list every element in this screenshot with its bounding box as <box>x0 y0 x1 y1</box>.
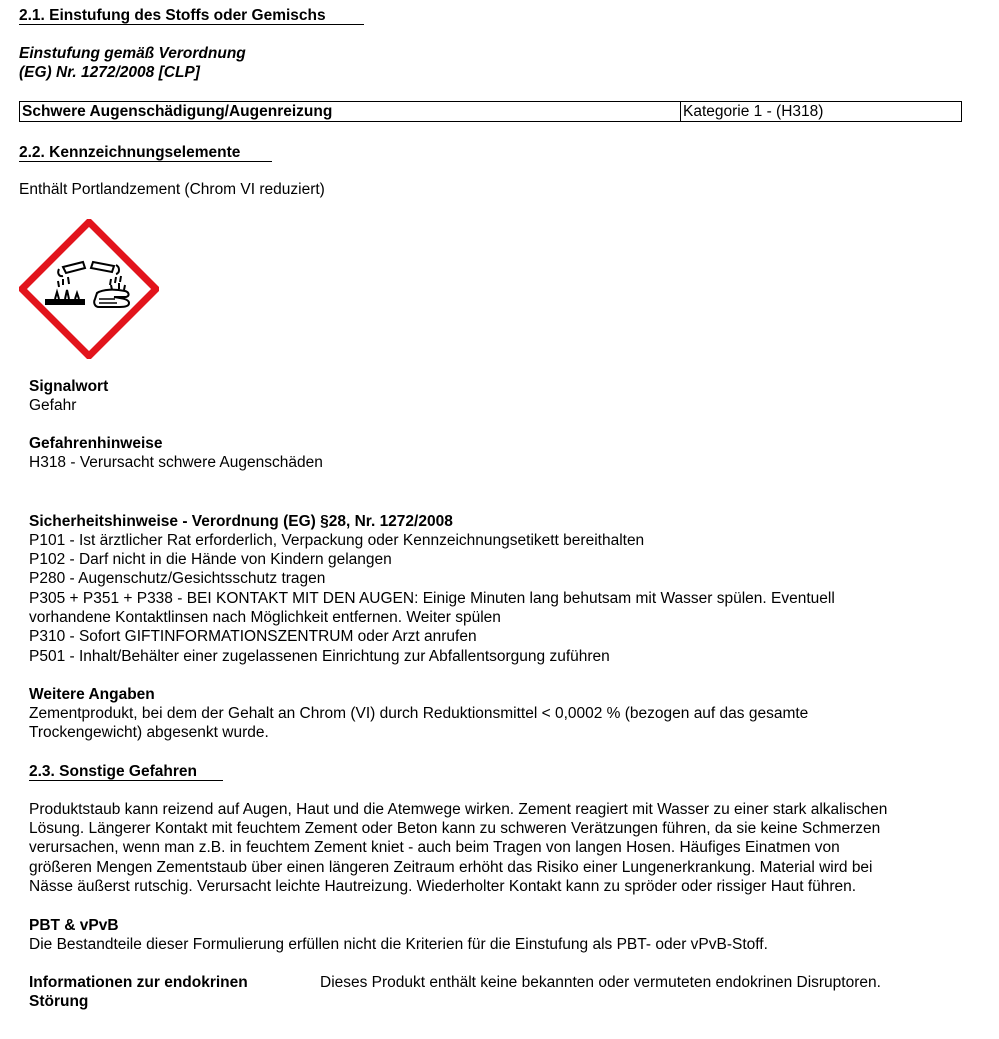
other-hazards-line: größeren Mengen Zementstaub über einen längeren Zeitraum erhöht das Risiko einer Lungenerkrankung. Material wird bei <box>29 859 873 876</box>
signal-word: Gefahr <box>29 397 77 414</box>
precautionary-statement: vorhandene Kontaktlinsen nach Möglichkeit entfernen. Weiter spülen <box>29 609 501 626</box>
section-2-3-heading: 2.3. Sonstige Gefahren <box>29 763 197 780</box>
regulation-line-2: (EG) Nr. 1272/2008 [CLP] <box>19 64 200 81</box>
corrosion-pictogram <box>19 219 159 364</box>
regulation-line-1: Einstufung gemäß Verordnung <box>19 45 246 62</box>
precautionary-statement: P501 - Inhalt/Behälter einer zugelassenen Einrichtung zur Abfallentsorgung zuführen <box>29 648 610 665</box>
other-hazards-line: verursachen, wenn man z.B. in feuchtem Zement kniet - auch beim Tragen von langen Hosen. Häufiges Einatmen von <box>29 839 840 856</box>
classification-table <box>19 101 962 122</box>
other-hazards-line: Nässe äußerst rutschig. Verursacht leichte Hautreizung. Wiederholter Kontakt kann zu spröder oder rissiger Haut führen. <box>29 878 857 895</box>
hazard-statement: H318 - Verursacht schwere Augenschäden <box>29 454 323 471</box>
hazard-class-cell: Schwere Augenschädigung/Augenreizung <box>20 102 681 122</box>
other-hazards-line: Produktstaub kann reizend auf Augen, Haut und die Atemwege wirken. Zement reagiert mit Wasser zu einer stark alkalischen <box>29 801 888 818</box>
contains-text: Enthält Portlandzement (Chrom VI reduziert) <box>19 181 325 198</box>
precautionary-label: Sicherheitshinweise - Verordnung (EG) §28, Nr. 1272/2008 <box>29 513 453 530</box>
corrosion-icon <box>19 219 159 359</box>
signal-word-label: Signalwort <box>29 378 109 395</box>
precautionary-statement: P310 - Sofort GIFTINFORMATIONSZENTRUM oder Arzt anrufen <box>29 628 477 645</box>
pbt-label: PBT & vPvB <box>29 917 119 934</box>
heading-underline <box>29 780 223 781</box>
endocrine-label-line-2: Störung <box>29 993 89 1010</box>
precautionary-statement: P280 - Augenschutz/Gesichtsschutz tragen <box>29 570 326 587</box>
other-hazards-line: Lösung. Längerer Kontakt mit feuchtem Zement oder Beton kann zu schweren Verätzungen führen, da sie keine Schmerzen <box>29 820 881 837</box>
table-row <box>20 102 962 122</box>
section-2-2-heading: 2.2. Kennzeichnungselemente <box>19 144 241 161</box>
endocrine-label-line-1: Informationen zur endokrinen <box>29 974 248 991</box>
further-info-line: Trockengewicht) abgesenkt wurde. <box>29 724 269 741</box>
hazard-statements-label: Gefahrenhinweise <box>29 435 163 452</box>
further-info-line: Zementprodukt, bei dem der Gehalt an Chrom (VI) durch Reduktionsmittel < 0,0002 % (bezogen auf das gesamte <box>29 705 809 722</box>
heading-underline <box>19 161 272 162</box>
pbt-text: Die Bestandteile dieser Formulierung erfüllen nicht die Kriterien für die Einstufung als PBT- oder vPvB-Stoff. <box>29 936 768 953</box>
endocrine-text: Dieses Produkt enthält keine bekannten oder vermuteten endokrinen Disruptoren. <box>320 974 881 991</box>
precautionary-statement: P305 + P351 + P338 - BEI KONTAKT MIT DEN AUGEN: Einige Minuten lang behutsam mit Wasser spülen. Eventuell <box>29 590 835 607</box>
precautionary-statement: P101 - Ist ärztlicher Rat erforderlich, Verpackung oder Kennzeichnungsetikett bereithalten <box>29 532 645 549</box>
section-2-1-heading: 2.1. Einstufung des Stoffs oder Gemischs <box>19 7 326 24</box>
further-info-label: Weitere Angaben <box>29 686 155 703</box>
category-cell: Kategorie 1 - (H318) <box>681 102 962 122</box>
heading-underline <box>19 24 364 25</box>
precautionary-statement: P102 - Darf nicht in die Hände von Kindern gelangen <box>29 551 392 568</box>
